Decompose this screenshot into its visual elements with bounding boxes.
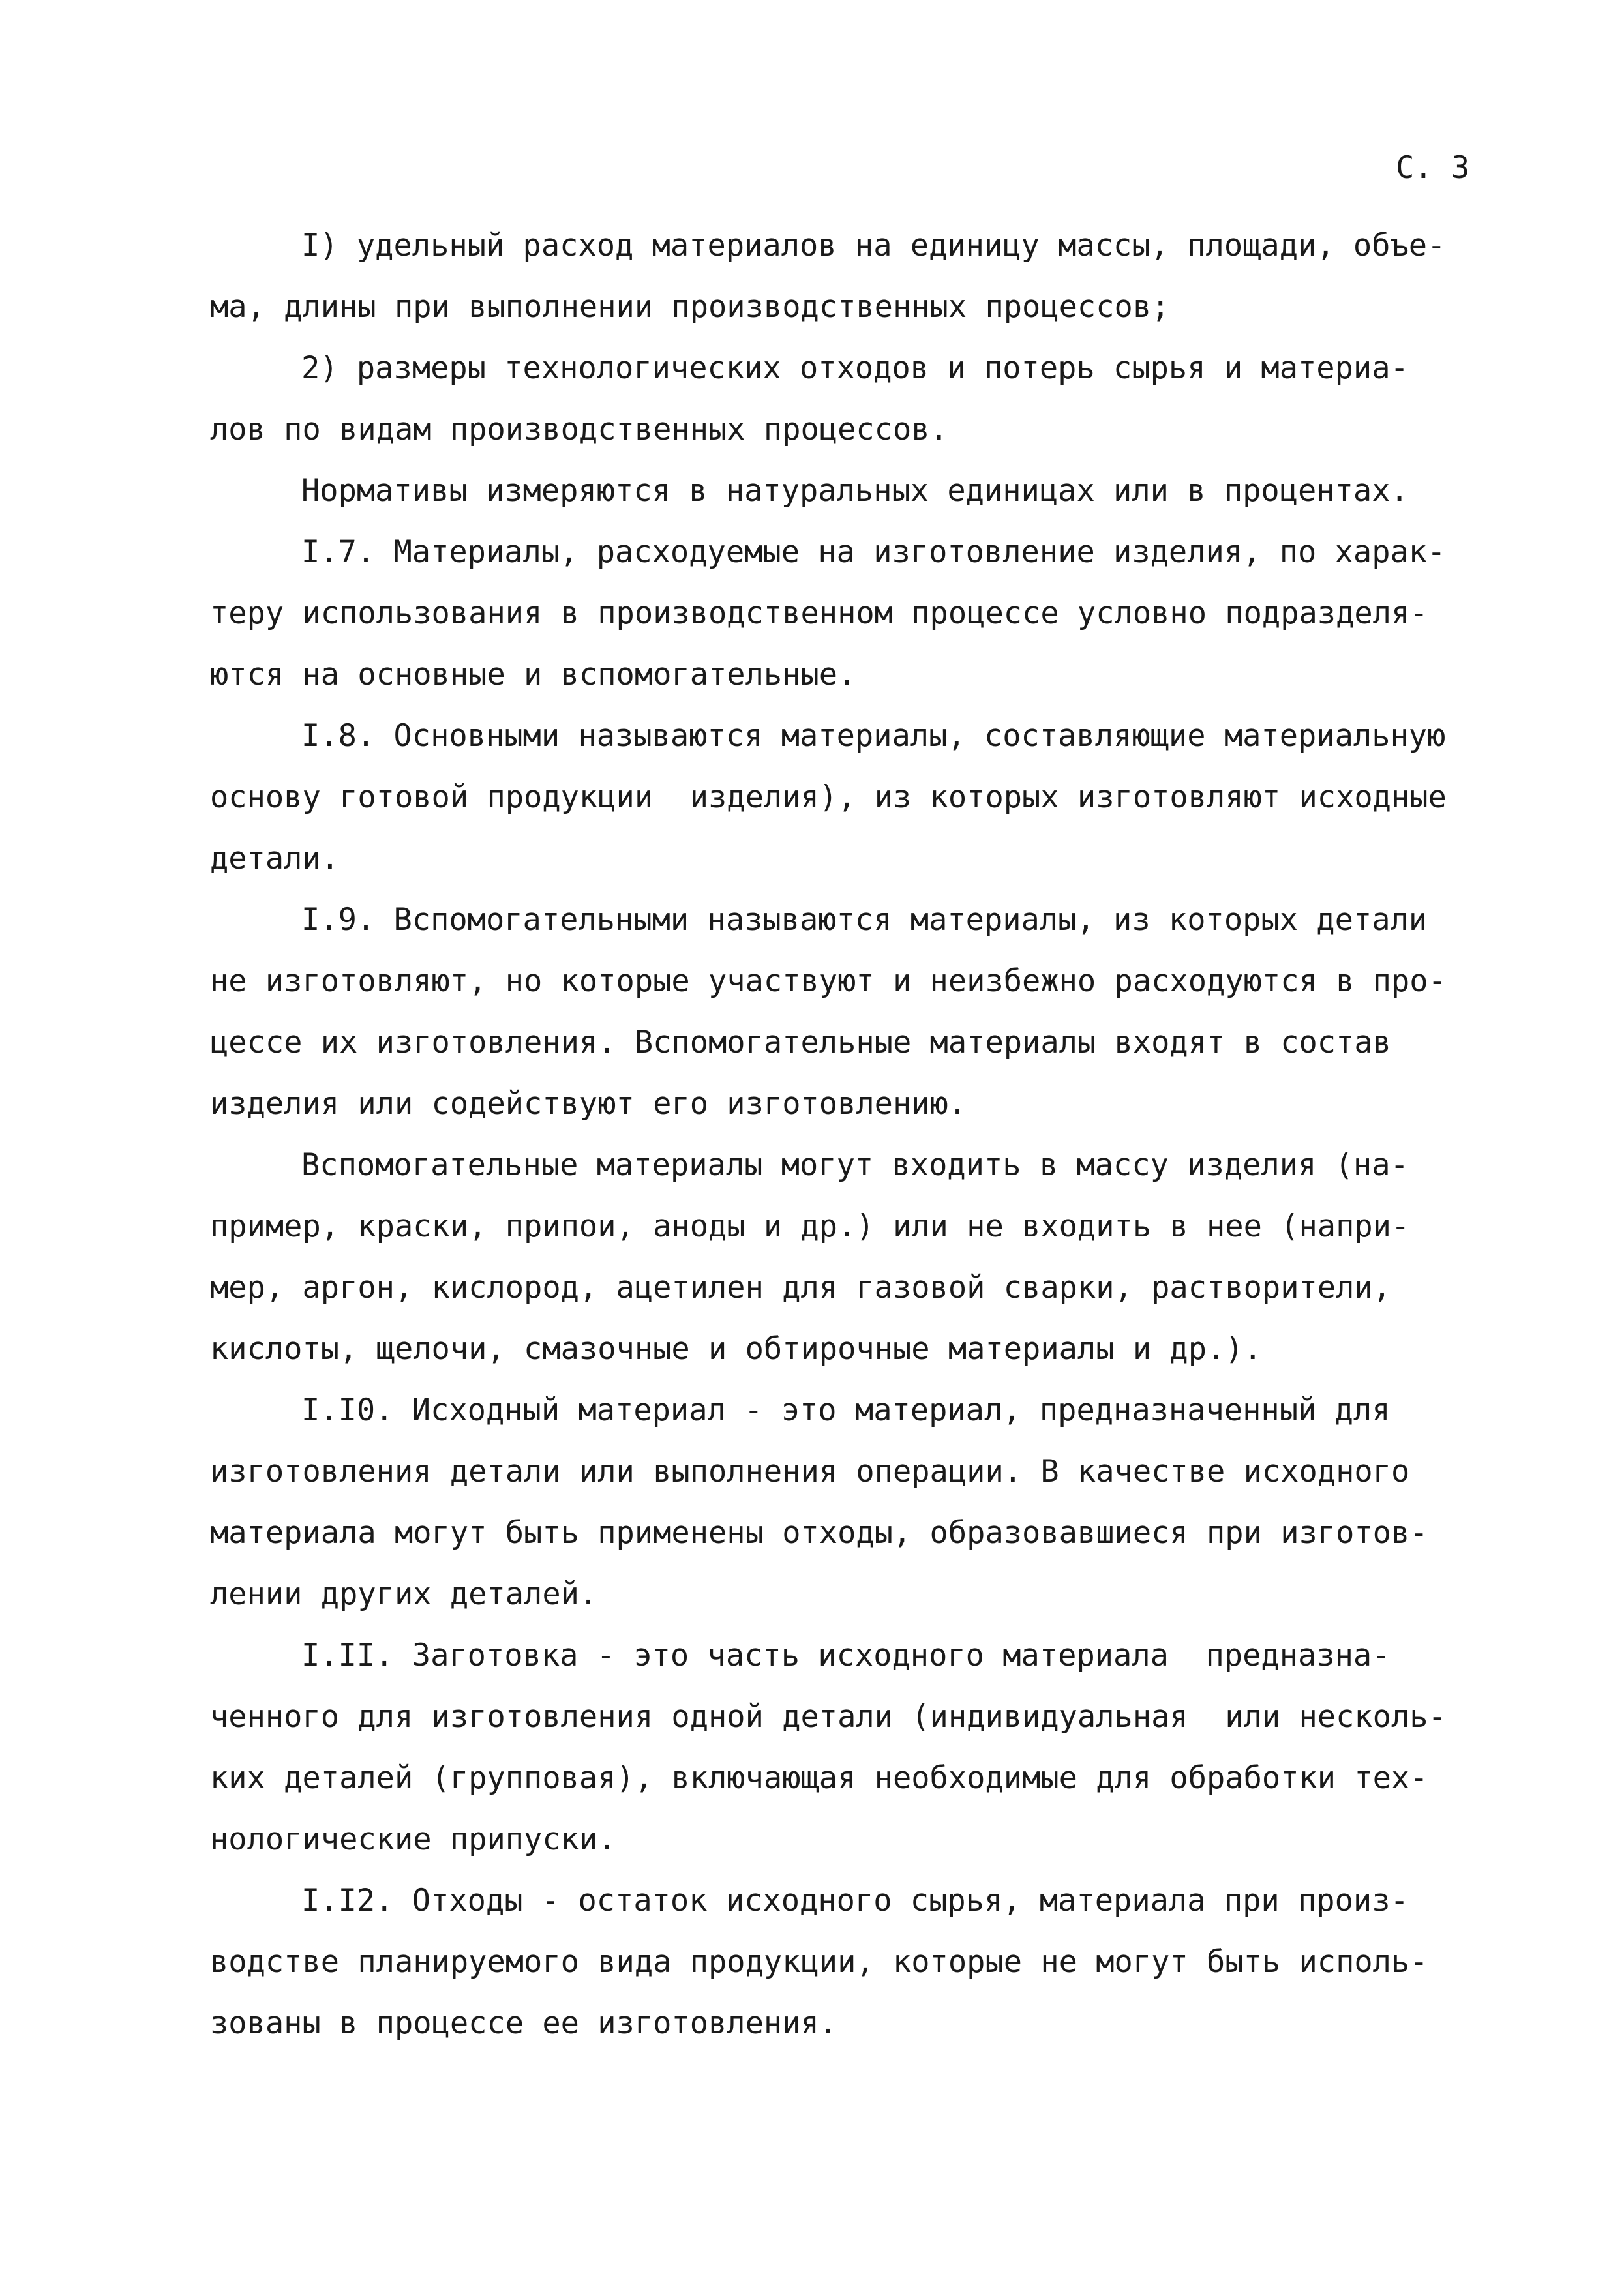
document-body: [210, 215, 1482, 2054]
text-line: I.8. Основными называются материалы, составляющие материальную: [301, 718, 1446, 754]
text-line: ма, длины при выполнении производственных процессов;: [210, 289, 1170, 325]
text-line: ченного для изготовления одной детали (индивидуальная или несколь-: [210, 1699, 1447, 1735]
text-line: I.I2. Отходы - остаток исходного сырья, материала при произ-: [301, 1883, 1409, 1919]
text-line: I) удельный расход материалов на единицу массы, площади, объе-: [301, 228, 1446, 263]
text-line: ются на основные и вспомогательные.: [210, 657, 856, 693]
text-line: Нормативы измеряются в натуральных единицах или в процентах.: [301, 473, 1409, 509]
text-line: основу готовой продукции изделия), из которых изготовляют исходные: [210, 779, 1447, 815]
text-line: цессе их изготовления. Вспомогательные материалы входят в состав: [210, 1025, 1391, 1060]
text-line: I.II. Заготовка - это часть исходного материала предназна-: [301, 1638, 1391, 1673]
text-line: I.9. Вспомогательными называются материалы, из которых детали: [301, 902, 1428, 938]
text-line: зованы в процессе ее изготовления.: [210, 2005, 838, 2041]
text-line: теру использования в производственном процессе условно подразделя-: [210, 595, 1428, 631]
text-line: I.I0. Исходный материал - это материал, предназначенный для: [301, 1392, 1391, 1428]
text-line: кислоты, щелочи, смазочные и обтирочные материалы и др.).: [210, 1331, 1262, 1367]
text-line: лов по видам производственных процессов.: [210, 412, 948, 447]
text-line: изготовления детали или выполнения операции. В качестве исходного: [210, 1454, 1410, 1490]
text-line: мер, аргон, кислород, ацетилен для газовой сварки, растворители,: [210, 1270, 1391, 1306]
text-line: не изготовляют, но которые участвуют и неизбежно расходуются в про-: [210, 963, 1447, 999]
text-line: 2) размеры технологических отходов и потерь сырья и материа-: [301, 350, 1409, 386]
text-line: материала могут быть применены отходы, образовавшиеся при изготов-: [210, 1515, 1428, 1551]
text-line: I.7. Материалы, расходуемые на изготовление изделия, по харак-: [301, 534, 1446, 570]
text-line: водстве планируемого вида продукции, которые не могут быть исполь-: [210, 1944, 1428, 1980]
text-line: изделия или содействуют его изготовлению.: [210, 1086, 967, 1122]
text-line: пример, краски, припои, аноды и др.) или не входить в нее (напри-: [210, 1208, 1410, 1244]
text-line: лении других деталей.: [210, 1576, 598, 1612]
page-number: С. 3: [1396, 150, 1470, 186]
text-line: Вспомогательные материалы могут входить в массу изделия (на-: [301, 1147, 1409, 1183]
text-line: нологические припуски.: [210, 1821, 616, 1857]
text-line: ких деталей (групповая), включающая необходимые для обработки тех-: [210, 1760, 1428, 1796]
text-line: детали.: [210, 841, 340, 876]
